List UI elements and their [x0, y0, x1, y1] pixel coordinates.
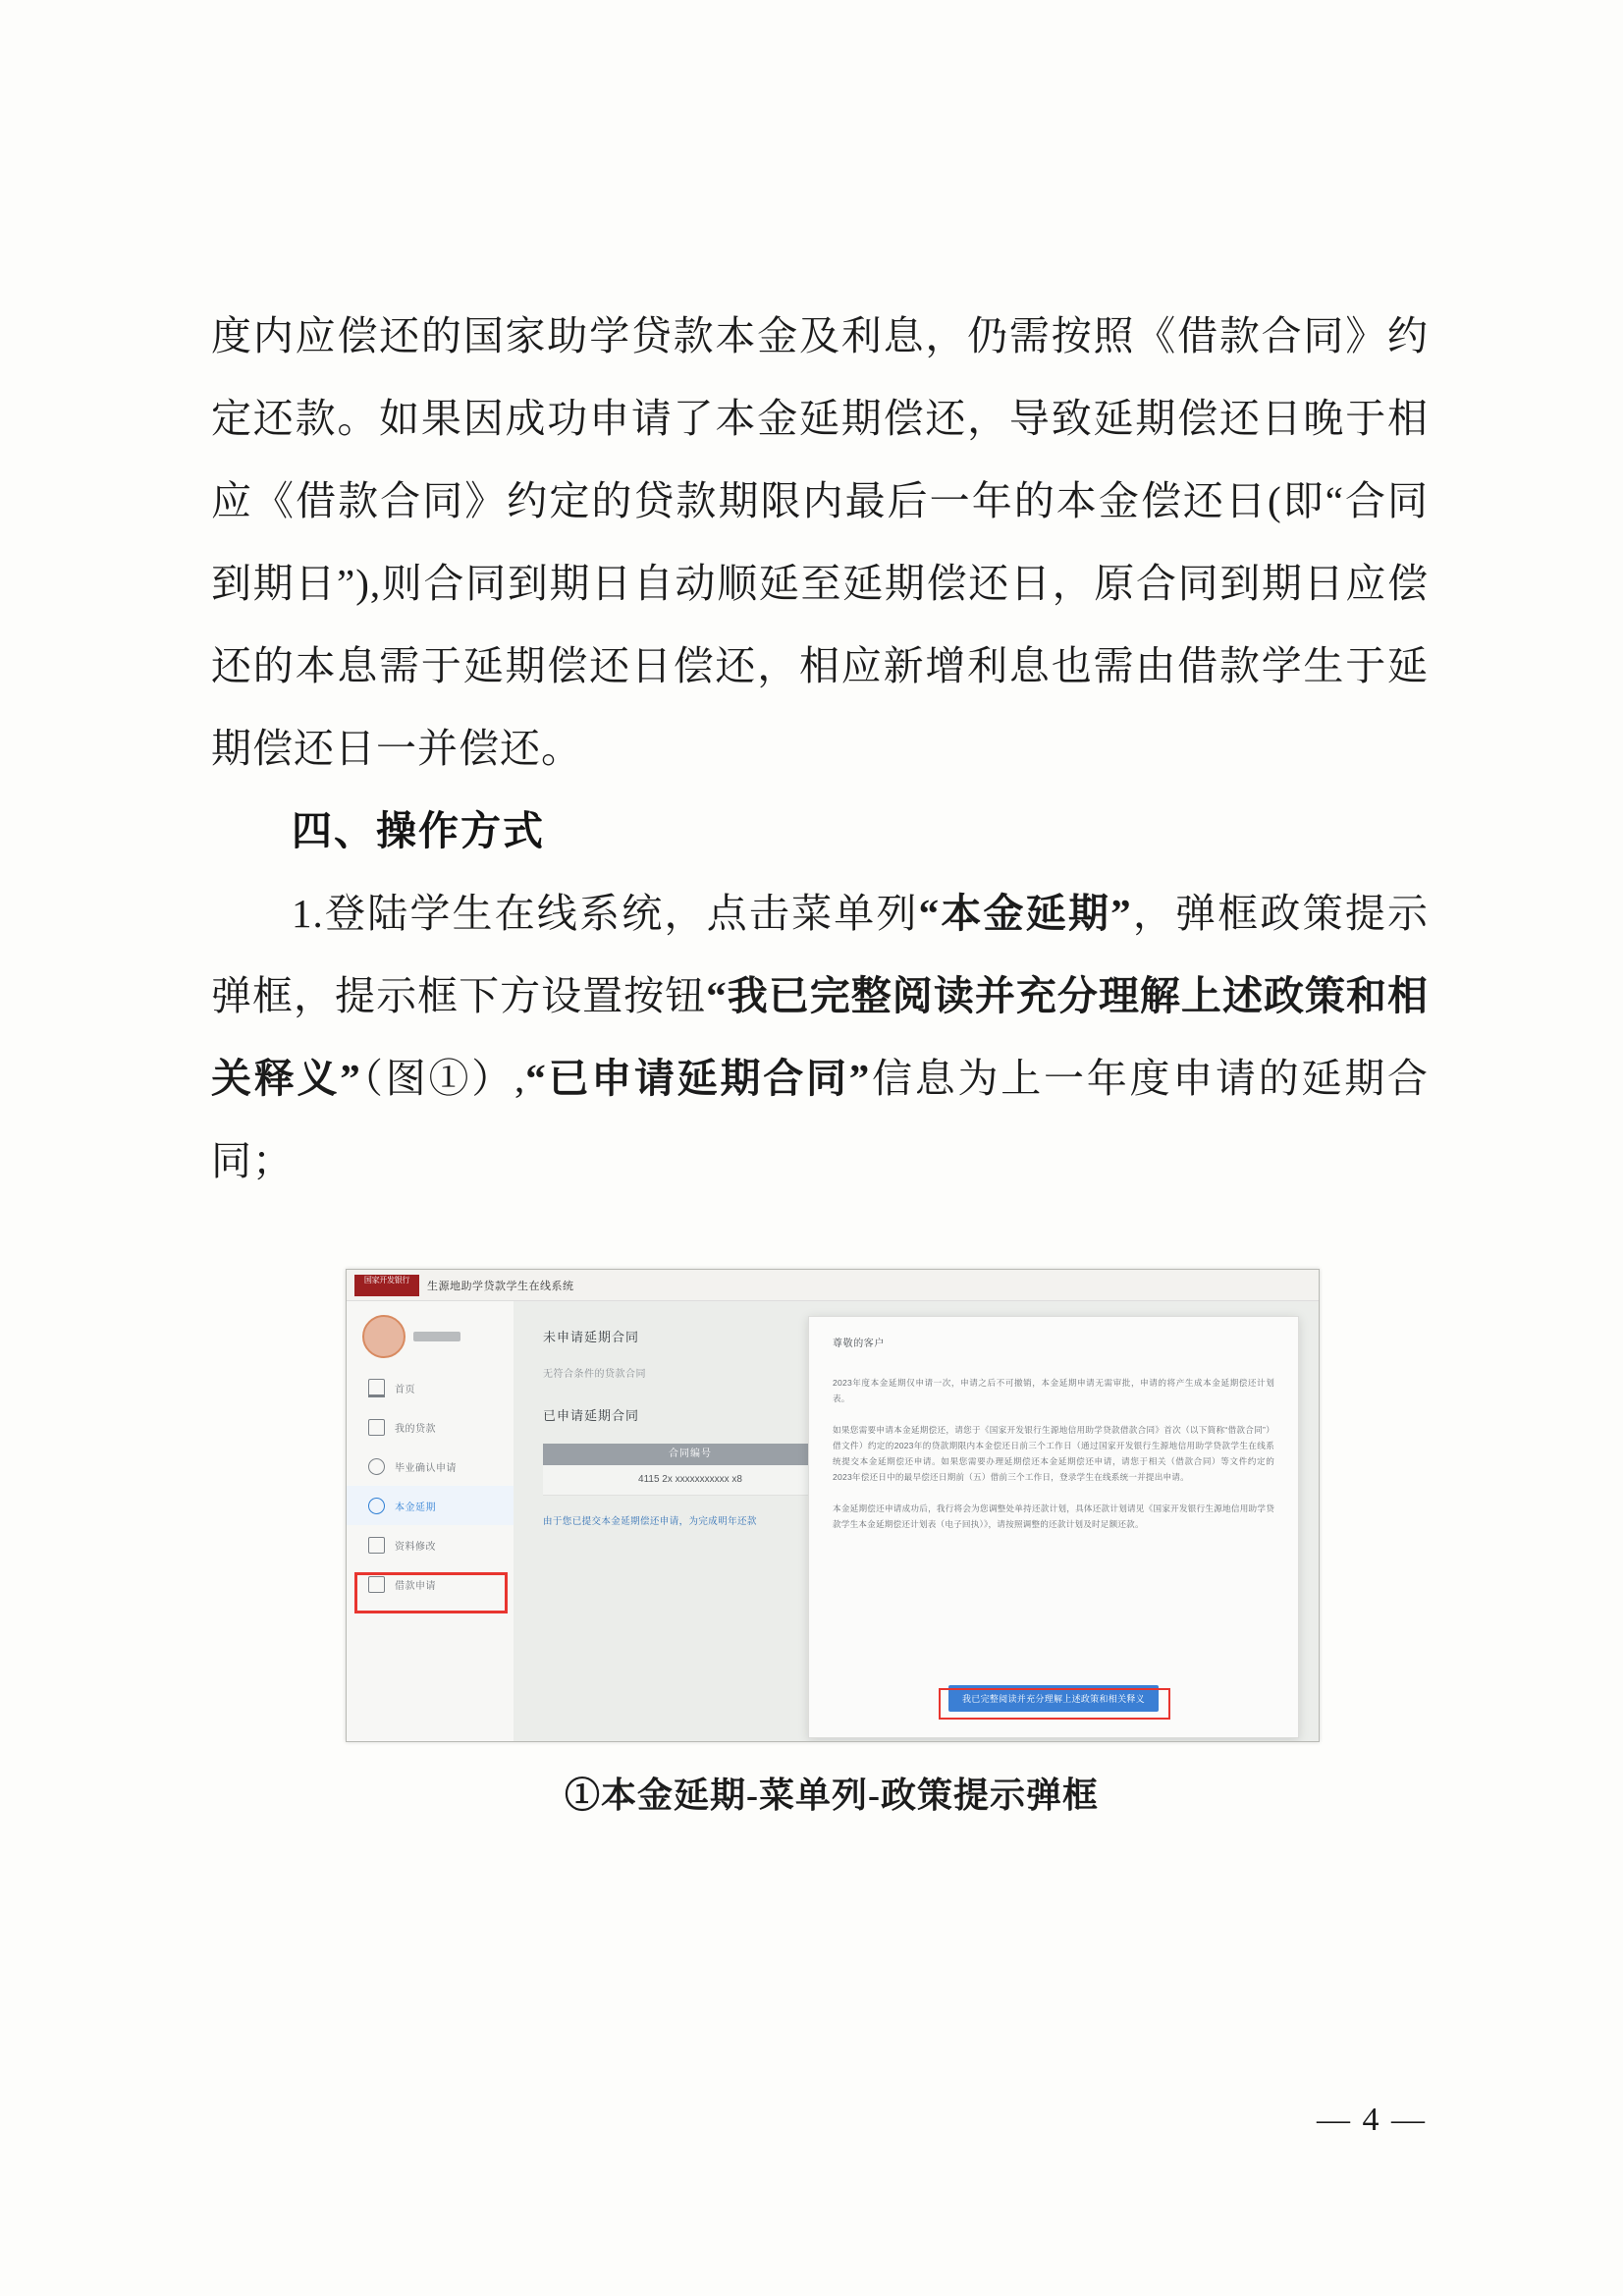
- applied-section-title: 已申请延期合同: [543, 1408, 640, 1423]
- policy-modal: [808, 1316, 1299, 1738]
- step1-bold-2: “我已完整阅读并充分理解上述政策和相关释义”: [211, 973, 1430, 1101]
- document-content: [211, 295, 1429, 1202]
- unapplied-section-title: 未申请延期合同: [543, 1330, 640, 1344]
- confirm-icon: [368, 1458, 385, 1475]
- sidebar-label-loan-application: 借款申请: [395, 1580, 436, 1592]
- apply-icon: [368, 1576, 385, 1593]
- section-heading: 四、操作方式: [292, 808, 545, 853]
- step-1-paragraph: [211, 872, 1429, 1202]
- annotation-box-button: [939, 1688, 1170, 1720]
- table-header-contract-no: 合同编号: [543, 1444, 838, 1465]
- sidebar-item-loan-application[interactable]: [347, 1564, 514, 1604]
- sidebar-label-my-loan: 我的贷款: [395, 1423, 436, 1435]
- deferral-icon: [368, 1498, 385, 1514]
- empty-state-text: 无符合条件的贷款合同: [543, 1369, 646, 1380]
- modal-paragraph-2: 如果您需要申请本金延期偿还，请您于《国家开发银行生源地信用助学贷款借款合同》首次（以下简称“借款合同”）借文件）约定的2023年的贷款期限内本金偿还日前三个工作日（通过国家开发银行生源地信用助学贷款学生在线系统提交本金延期偿还申请。如果您需要办理延期偿还本金延期偿还申请，请您于相关（借款合同）等文件约定的2023年偿还日中的最早偿还日期前（五）借前三个工作日，登录学生在线系统一并提出申请。: [833, 1425, 1274, 1482]
- step1-bold-3: “已申请延期合同”: [525, 1056, 871, 1101]
- modal-paragraph-1: 2023年度本金延期仅申请一次，申请之后不可撤销，本金延期申请无需审批，申请的将产生成本金延期偿还计划表。: [833, 1378, 1274, 1403]
- app-body: [347, 1301, 1319, 1741]
- main-note: 由于您已提交本金延期偿还申请，为完成明年还款: [543, 1516, 757, 1527]
- figure-caption: ①本金延期-菜单列-政策提示弹框: [565, 1776, 1099, 1815]
- embedded-screenshot: [346, 1269, 1320, 1742]
- app-title: 生源地助学贷款学生在线系统: [427, 1280, 574, 1292]
- sidebar-item-graduation-confirm[interactable]: [347, 1447, 514, 1486]
- sidebar-label-edit-info: 资料修改: [395, 1541, 436, 1553]
- page-number: — 4 —: [1317, 2102, 1427, 2138]
- edit-icon: [368, 1537, 385, 1554]
- step1-prefix: 1.登陆学生在线系统，点击菜单列: [292, 891, 919, 936]
- sidebar-label-principal-deferral: 本金延期: [395, 1502, 436, 1513]
- app-header: [347, 1270, 1319, 1301]
- user-name-placeholder: [413, 1332, 460, 1341]
- paragraph-1: 度内应偿还的国家助学贷款本金及利息，仍需按照《借款合同》约定还款。如果因成功申请了本金延期偿还，导致延期偿还日晚于相应《借款合同》约定的贷款期限内最后一年的本金偿还日(即“合同到期日”),则合同到期日自动顺延至延期偿还日，原合同到期日应偿还的本息需于延期偿还日偿还，相应新增利息也需由借款学生于延期偿还日一并偿还。: [211, 313, 1429, 771]
- sidebar-item-edit-info[interactable]: [347, 1525, 514, 1564]
- sidebar-item-principal-deferral[interactable]: [347, 1486, 514, 1525]
- user-profile: [362, 1315, 514, 1358]
- home-icon: [368, 1379, 385, 1397]
- step1-mid-1: ，弹框政策提示弹框，提示框下方设置按钮: [211, 891, 1430, 1018]
- table-row: 4115 2x xxxxxxxxxxx x8: [543, 1465, 838, 1496]
- sidebar-item-home[interactable]: [347, 1368, 514, 1407]
- sidebar-label-home: 首页: [395, 1384, 415, 1395]
- accept-policy-button[interactable]: 我已完整阅读并充分理解上述政策和相关释义: [948, 1685, 1159, 1712]
- modal-title: 尊敬的客户: [833, 1339, 885, 1349]
- logo-line-1: 国家开发银行: [363, 1275, 410, 1285]
- modal-paragraph-3: 本金延期偿还申请成功后，我行将会为您调整处单持还款计划，具体还款计划请见《国家开发银行生源地信用助学贷款学生本金延期偿还计划表（电子回执）》，请按照调整的还款计划及时足额还款。: [833, 1503, 1274, 1529]
- cdb-logo: [354, 1275, 419, 1296]
- avatar: [362, 1315, 406, 1358]
- sidebar-label-graduation-confirm: 毕业确认申请: [395, 1462, 457, 1474]
- sidebar: [347, 1301, 514, 1741]
- step1-mid-2: （图①）,: [360, 1056, 526, 1101]
- loan-icon: [368, 1419, 385, 1436]
- sidebar-item-my-loan[interactable]: [347, 1407, 514, 1447]
- step1-bold-1: “本金延期”: [918, 891, 1132, 936]
- step1-suffix: 信息为上一年度申请的延期合同；: [211, 1056, 1429, 1183]
